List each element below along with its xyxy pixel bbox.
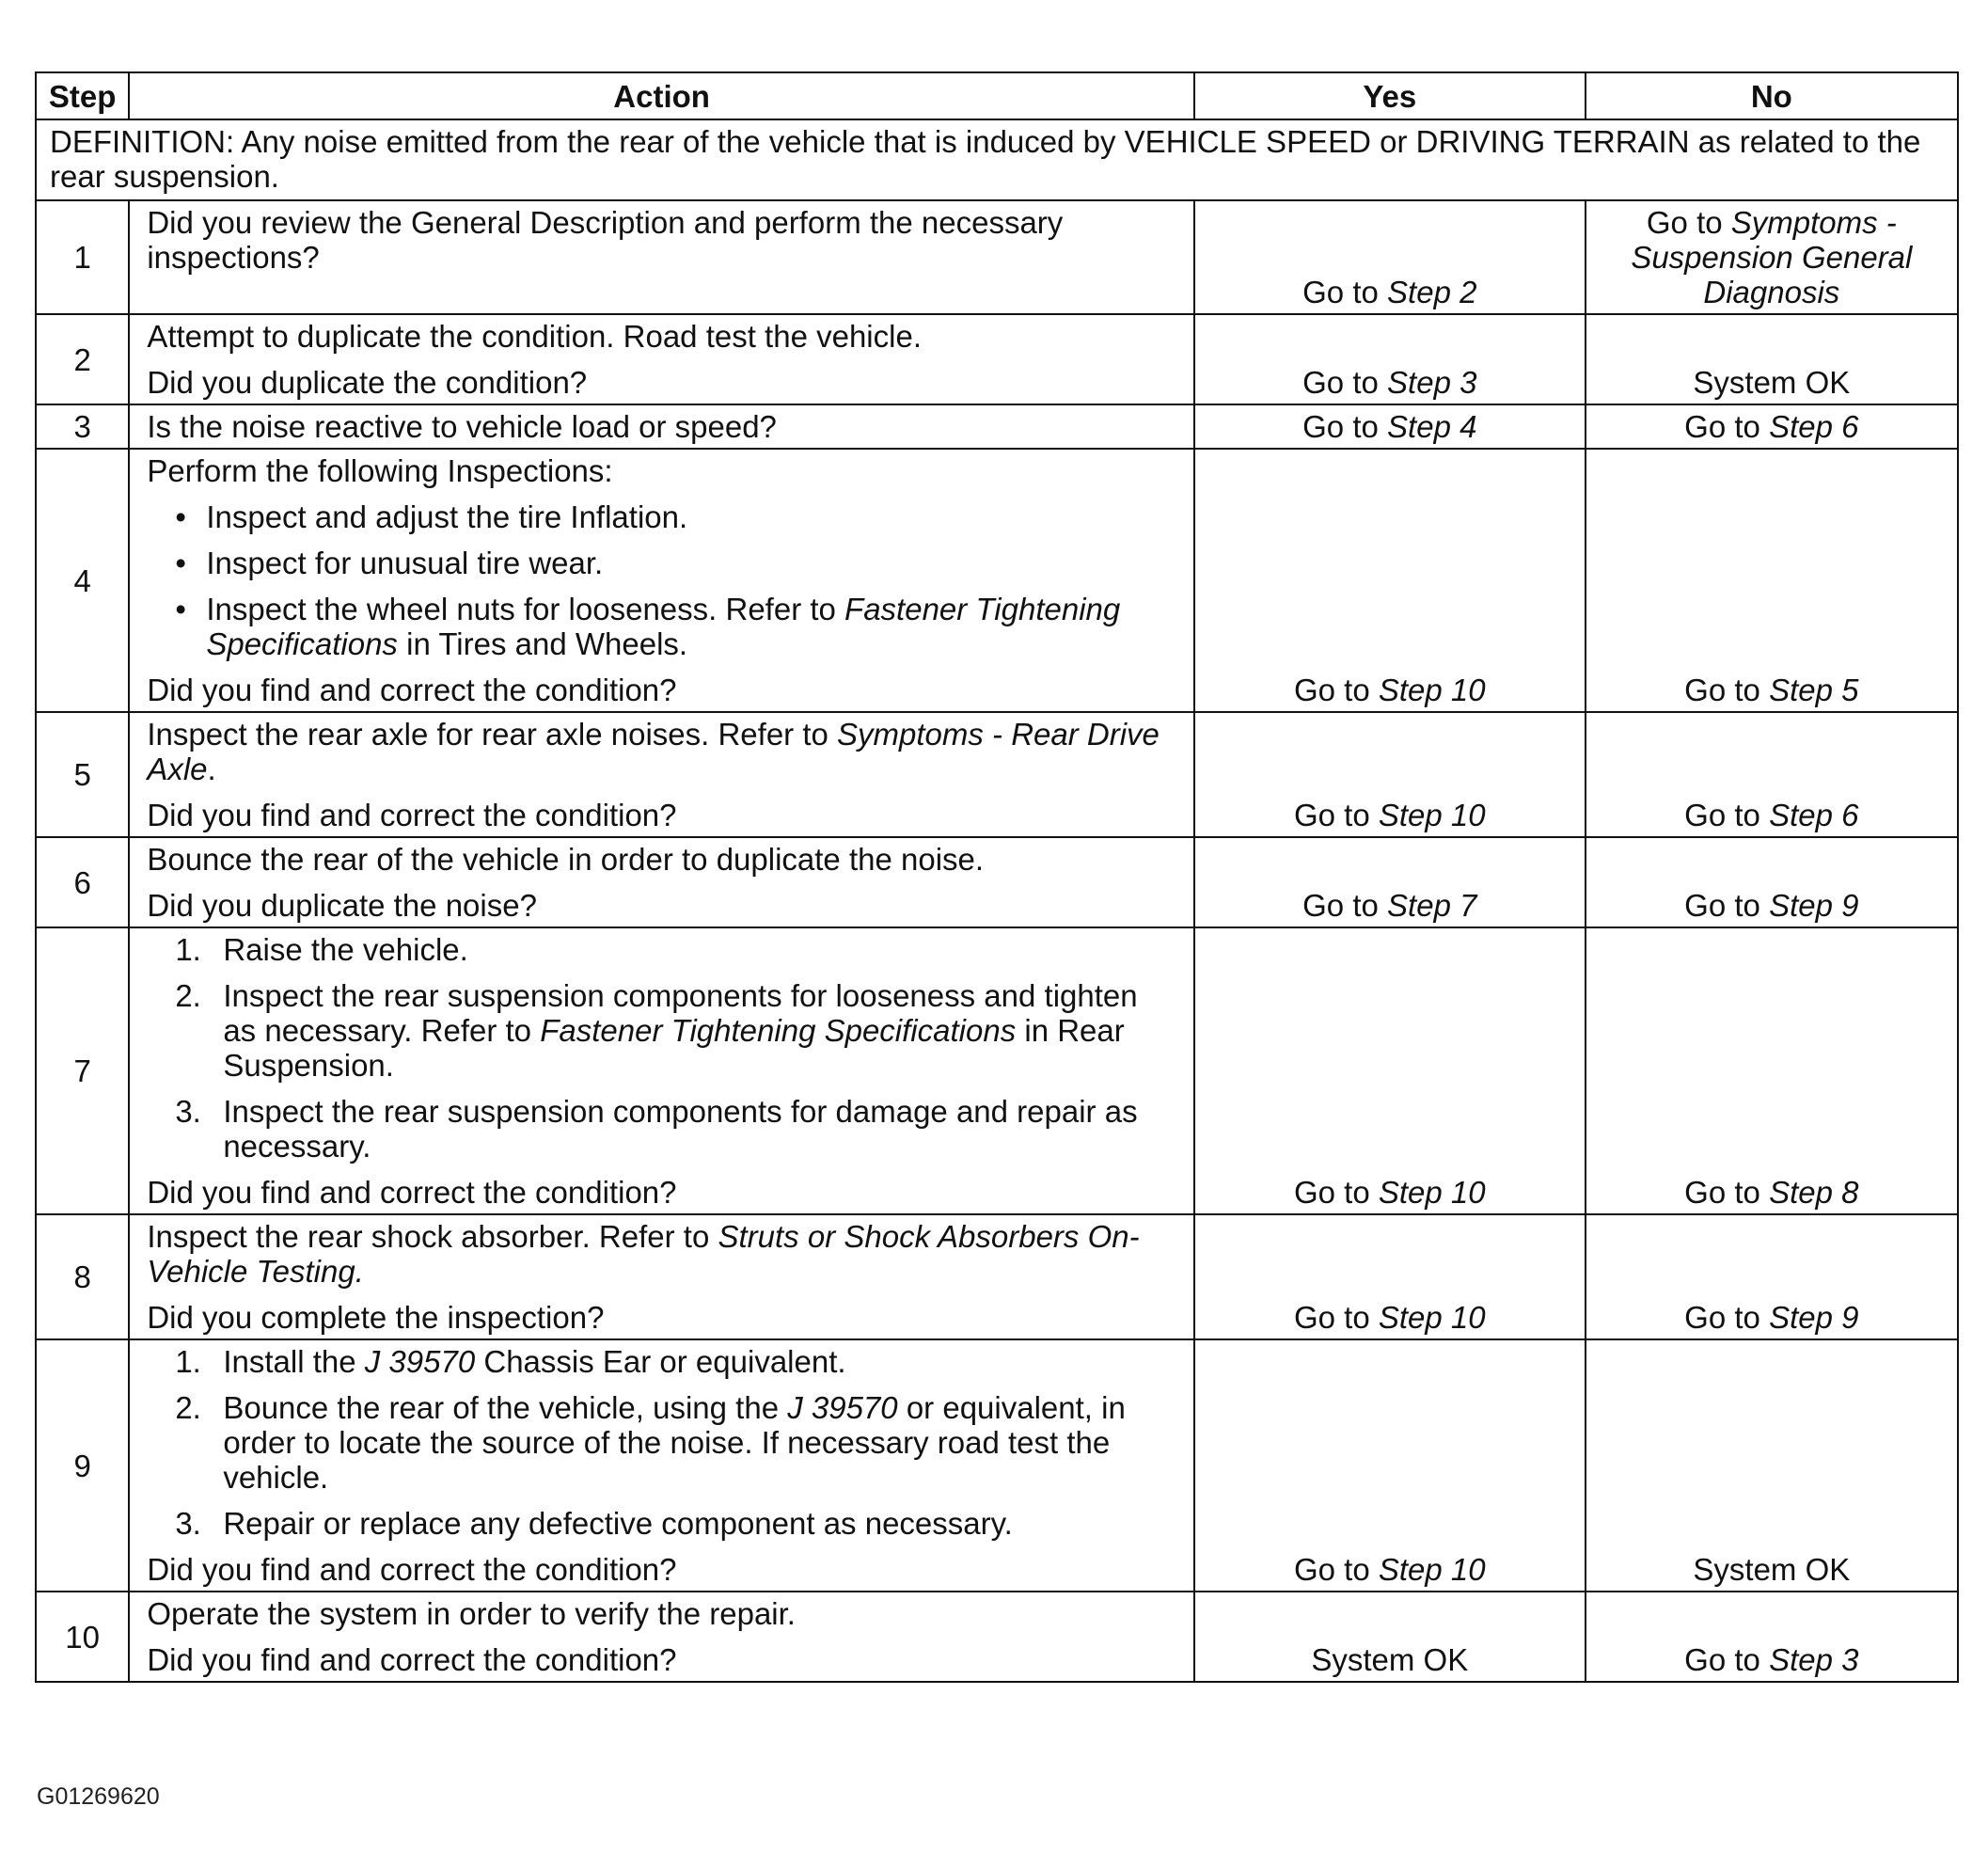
no-result — [1586, 1592, 1958, 1682]
numbered-item — [175, 932, 1176, 967]
yes-result — [1194, 927, 1586, 1214]
action-text — [147, 1219, 1176, 1289]
item-number: 1. — [175, 1344, 201, 1379]
bullet-text: Inspect for unusual tire wear. — [206, 546, 604, 580]
action-cell — [129, 1214, 1194, 1339]
action-question: Did you duplicate the noise? — [147, 888, 537, 923]
no-result — [1586, 712, 1958, 837]
bullet-item — [175, 499, 1176, 534]
table-row — [36, 1339, 1958, 1592]
no-text: Go to — [1684, 409, 1770, 444]
item-reference: J 39570 — [787, 1390, 898, 1425]
action-text-content: Bounce the rear of the vehicle in order to duplicate the noise. — [147, 842, 985, 877]
header-yes: Yes — [1194, 72, 1586, 119]
yes-result — [1194, 1339, 1586, 1592]
no-text: Go to — [1684, 888, 1770, 923]
numbered-item — [175, 1506, 1176, 1541]
header-no: No — [1586, 72, 1958, 119]
yes-text: Go to — [1293, 798, 1379, 832]
diagnostic-table — [35, 71, 1959, 1683]
no-text: Go to — [1646, 205, 1731, 240]
yes-text: Go to — [1302, 365, 1388, 400]
step-number: 7 — [36, 927, 129, 1214]
bullet-text: Inspect and adjust the tire Inflation. — [206, 499, 688, 534]
yes-text: Go to — [1302, 409, 1388, 444]
numbered-item — [175, 1094, 1176, 1164]
header-row — [36, 72, 1958, 119]
item-number: 2. — [175, 978, 201, 1013]
numbered-list — [147, 1344, 1176, 1541]
yes-result — [1194, 449, 1586, 712]
action-text — [147, 453, 1176, 488]
action-text-content: Inspect the rear shock absorber. Refer to — [147, 1219, 718, 1254]
yes-step-link: Step 10 — [1378, 1175, 1486, 1210]
item-text: in Rear Suspension. — [223, 1013, 1125, 1083]
no-text: Go to — [1684, 1642, 1770, 1677]
step-number: 1 — [36, 200, 129, 314]
item-text: Chassis Ear or equivalent. — [475, 1344, 846, 1379]
table-row — [36, 1214, 1958, 1339]
yes-result — [1194, 404, 1586, 449]
table-row — [36, 1592, 1958, 1682]
action-cell — [129, 449, 1194, 712]
no-result — [1586, 837, 1958, 927]
yes-text: System OK — [1311, 1642, 1469, 1677]
yes-text: Go to — [1302, 275, 1388, 309]
item-reference: Fastener Tightening Specifications — [540, 1013, 1017, 1048]
definition-row — [36, 119, 1958, 200]
action-question: Did you find and correct the condition? — [147, 673, 677, 707]
action-text-content: Perform the following Inspections: — [147, 453, 613, 488]
yes-text: Go to — [1293, 1552, 1379, 1587]
action-cell — [129, 314, 1194, 404]
action-text-content: Operate the system in order to verify the repair. — [147, 1596, 796, 1631]
step-number: 6 — [36, 837, 129, 927]
action-cell — [129, 927, 1194, 1214]
action-question: Did you find and correct the condition? — [147, 1642, 677, 1677]
no-result — [1586, 404, 1958, 449]
step-number: 4 — [36, 449, 129, 712]
action-text-content: Inspect the rear axle for rear axle noises. Refer to — [147, 717, 838, 752]
yes-step-link: Step 4 — [1387, 409, 1477, 444]
action-question: Did you complete the inspection? — [147, 1300, 605, 1335]
no-step-link: Step 6 — [1769, 409, 1859, 444]
action-cell — [129, 712, 1194, 837]
table-row — [36, 314, 1958, 404]
numbered-list — [147, 932, 1176, 1164]
no-step-link: Step 5 — [1769, 673, 1859, 707]
yes-step-link: Step 10 — [1378, 798, 1486, 832]
no-result — [1586, 314, 1958, 404]
yes-result — [1194, 712, 1586, 837]
yes-result — [1194, 314, 1586, 404]
header-step: Step — [36, 72, 129, 119]
no-step-link: Symptoms - Suspension General Diagnosis — [1631, 205, 1913, 309]
yes-text: Go to — [1293, 1300, 1379, 1335]
action-text-content: . — [207, 752, 216, 786]
table-row — [36, 449, 1958, 712]
item-text: Bounce the rear of the vehicle, using the — [223, 1390, 788, 1425]
bullet-item — [175, 546, 1176, 580]
action-text-content: Is the noise reactive to vehicle load or speed? — [147, 409, 777, 444]
step-number: 9 — [36, 1339, 129, 1592]
yes-step-link: Step 10 — [1378, 1300, 1486, 1335]
table-row — [36, 837, 1958, 927]
item-text: Install the — [223, 1344, 365, 1379]
yes-result — [1194, 1214, 1586, 1339]
action-reference: Struts or Shock Absorbers On-Vehicle Testing. — [147, 1219, 1140, 1289]
step-number: 2 — [36, 314, 129, 404]
action-reference: Symptoms - Rear Drive Axle — [147, 717, 1160, 786]
no-text: Go to — [1684, 1175, 1770, 1210]
action-text — [147, 205, 1176, 275]
item-reference: J 39570 — [364, 1344, 476, 1379]
no-step-link: Step 9 — [1769, 1300, 1859, 1335]
no-text: Go to — [1684, 1300, 1770, 1335]
no-text: Go to — [1684, 673, 1770, 707]
item-number: 3. — [175, 1506, 201, 1541]
step-number: 10 — [36, 1592, 129, 1682]
action-question: Did you find and correct the condition? — [147, 798, 677, 832]
table-row — [36, 200, 1958, 314]
no-text: System OK — [1693, 365, 1851, 400]
yes-text: Go to — [1302, 888, 1388, 923]
bullet-text: Inspect the wheel nuts for looseness. Refer to — [206, 592, 845, 626]
item-number: 2. — [175, 1390, 201, 1425]
action-text — [147, 1596, 1176, 1631]
item-text: Repair or replace any defective component as necessary. — [223, 1506, 1013, 1541]
numbered-item — [175, 1390, 1176, 1495]
numbered-item — [175, 1344, 1176, 1379]
no-result — [1586, 449, 1958, 712]
step-number: 5 — [36, 712, 129, 837]
action-question: Did you duplicate the condition? — [147, 365, 588, 400]
no-result — [1586, 1214, 1958, 1339]
bullet-text: in Tires and Wheels. — [397, 626, 688, 661]
step-number: 8 — [36, 1214, 129, 1339]
no-result — [1586, 1339, 1958, 1592]
action-cell — [129, 200, 1194, 314]
action-cell — [129, 1339, 1194, 1592]
no-result — [1586, 200, 1958, 314]
action-text-content: Attempt to duplicate the condition. Road test the vehicle. — [147, 319, 922, 354]
yes-result — [1194, 837, 1586, 927]
item-text: Raise the vehicle. — [223, 932, 468, 967]
yes-step-link: Step 2 — [1387, 275, 1477, 309]
bullet-item — [175, 592, 1176, 661]
action-text — [147, 717, 1176, 786]
yes-text: Go to — [1293, 673, 1379, 707]
action-text-content: Did you review the General Description and perform the necessary inspections? — [147, 205, 1064, 275]
item-number: 1. — [175, 932, 201, 967]
yes-result — [1194, 200, 1586, 314]
action-cell — [129, 1592, 1194, 1682]
no-text: Go to — [1684, 798, 1770, 832]
no-text: System OK — [1693, 1552, 1851, 1587]
no-result — [1586, 927, 1958, 1214]
action-cell — [129, 837, 1194, 927]
action-question: Did you find and correct the condition? — [147, 1175, 677, 1210]
item-text: or equivalent, in order to locate the source of the noise. If necessary road test the vehicle. — [223, 1390, 1126, 1495]
yes-result — [1194, 1592, 1586, 1682]
no-step-link: Step 8 — [1769, 1175, 1859, 1210]
item-text: Inspect the rear suspension components for damage and repair as necessary. — [223, 1094, 1138, 1164]
table-row — [36, 927, 1958, 1214]
yes-step-link: Step 3 — [1387, 365, 1477, 400]
no-step-link: Step 6 — [1769, 798, 1859, 832]
yes-step-link: Step 7 — [1387, 888, 1477, 923]
action-text — [147, 842, 1176, 877]
action-question: Did you find and correct the condition? — [147, 1552, 677, 1587]
table-row — [36, 404, 1958, 449]
no-step-link: Step 9 — [1769, 888, 1859, 923]
item-text: Inspect the rear suspension components for looseness and tighten as necessary. Refer to — [223, 978, 1138, 1048]
yes-step-link: Step 10 — [1378, 1552, 1486, 1587]
action-cell — [129, 404, 1194, 449]
no-step-link: Step 3 — [1769, 1642, 1859, 1677]
step-number: 3 — [36, 404, 129, 449]
yes-step-link: Step 10 — [1378, 673, 1486, 707]
table-row — [36, 712, 1958, 837]
bullet-list — [147, 499, 1176, 661]
numbered-item — [175, 978, 1176, 1083]
action-text — [147, 409, 1176, 444]
item-number: 3. — [175, 1094, 201, 1129]
yes-text: Go to — [1293, 1175, 1379, 1210]
header-action: Action — [129, 72, 1194, 119]
bullet-reference: Fastener Tightening Specifications — [206, 592, 1121, 661]
definition-text: DEFINITION: Any noise emitted from the rear of the vehicle that is induced by VEHICLE SPEED or DRIVING TERRAIN as related to the rear suspension. — [36, 119, 1958, 200]
action-text — [147, 319, 1176, 354]
figure-id: G01269620 — [37, 1783, 160, 1810]
